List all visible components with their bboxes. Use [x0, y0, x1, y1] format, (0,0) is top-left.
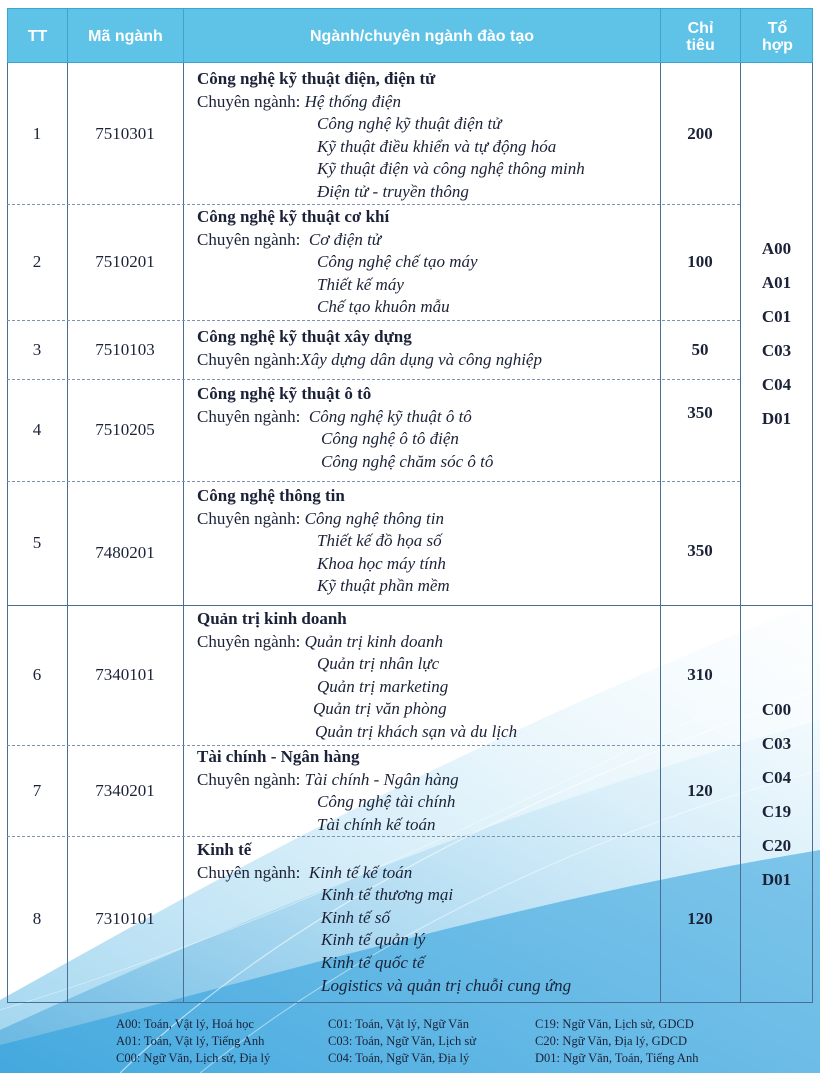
major-title: Công nghệ kỹ thuật điện, điện tử: [197, 69, 436, 88]
row-8-code: 7310101: [95, 909, 155, 928]
header-quota-line1: Chỉ: [687, 19, 714, 37]
legend-column-3: [535, 1016, 698, 1067]
row-4-quota: 350: [687, 403, 713, 422]
row-3-major: [197, 326, 542, 371]
combo-code: C19: [761, 802, 792, 821]
table-header: [7, 8, 813, 63]
spec-item: Kỹ thuật phần mềm: [317, 576, 450, 596]
spec-item: Công nghệ tài chính: [317, 792, 456, 812]
spec-label: Chuyên ngành:: [197, 631, 301, 651]
legend-column-1: [116, 1016, 270, 1067]
combo-group-1: [740, 63, 813, 605]
spec-item: Quản trị văn phòng: [313, 699, 447, 719]
header-major: Ngành/chuyên ngành đào tạo: [184, 9, 661, 64]
row-5-major: [197, 485, 450, 598]
legend-item: C19: Ngữ Văn, Lịch sử, GDCD: [535, 1017, 694, 1031]
row-8-quota: 120: [687, 909, 713, 928]
spec-label: Chuyên ngành:: [197, 769, 301, 789]
major-title: Công nghệ thông tin: [197, 486, 345, 505]
header-combo: [741, 9, 814, 64]
spec-item: Công nghệ ô tô điện: [321, 429, 459, 449]
spec-item: Hệ thống điện: [304, 91, 401, 111]
spec-item: Quản trị nhân lực: [317, 654, 440, 674]
spec-item: Logistics và quản trị chuỗi cung ứng: [321, 975, 572, 995]
legend-item: C00: Ngữ Văn, Lịch sử, Địa lý: [116, 1051, 271, 1065]
row-1-quota: 200: [687, 123, 713, 143]
combo-code: A01: [761, 273, 792, 292]
spec-item: Công nghệ chăm sóc ô tô: [321, 451, 494, 471]
combo-code: C01: [761, 307, 792, 326]
spec-item: Công nghệ thông tin: [304, 508, 444, 528]
spec-item: Xây dựng dân dụng và công nghiệp: [300, 349, 542, 369]
spec-item: Tài chính kế toán: [317, 814, 436, 834]
combo-code: C04: [761, 375, 792, 394]
legend-item: A00: Toán, Vật lý, Hoá học: [116, 1017, 254, 1031]
spec-label: Chuyên ngành:: [197, 91, 301, 111]
header-combo-line1: Tổ: [767, 19, 788, 37]
row-3-tt: 3: [32, 339, 42, 359]
major-title: Công nghệ kỹ thuật xây dựng: [197, 327, 412, 346]
spec-item: Quản trị khách sạn và du lịch: [315, 721, 518, 741]
row-7-code: 7340201: [95, 780, 155, 800]
spec-label: Chuyên ngành:: [197, 406, 301, 426]
row-1-tt: 1: [32, 123, 42, 143]
legend-item: C04: Toán, Ngữ Văn, Địa lý: [328, 1051, 470, 1065]
spec-item: Khoa học máy tính: [317, 553, 446, 573]
spec-item: Kinh tế quốc tế: [321, 952, 425, 972]
spec-item: Công nghệ chế tạo máy: [317, 252, 478, 272]
combo-code: C20: [761, 836, 792, 855]
spec-item: Kinh tế quản lý: [321, 930, 426, 950]
spec-item: Quản trị marketing: [317, 676, 449, 696]
legend-item: C01: Toán, Vật lý, Ngữ Văn: [328, 1017, 469, 1031]
row-3-code: 7510103: [95, 339, 155, 359]
major-title: Kinh tế: [197, 840, 252, 859]
combo-group-2: [740, 605, 813, 985]
row-6-major: [197, 608, 517, 744]
header-combo-line2: hợp: [762, 36, 793, 54]
legend-column-2: [328, 1016, 476, 1067]
legend-item: C20: Ngữ Văn, Địa lý, GDCD: [535, 1034, 688, 1048]
combo-code: D01: [761, 409, 792, 428]
combo-code: C04: [761, 768, 792, 787]
row-7-tt: 7: [32, 780, 42, 800]
combo-code: C00: [761, 700, 792, 719]
row-5-code: 7480201: [95, 543, 155, 562]
spec-item: Kỹ thuật điện và công nghệ thông minh: [317, 159, 585, 179]
spec-label: Chuyên ngành:: [197, 229, 301, 249]
spec-item: Kinh tế thương mại: [321, 885, 454, 905]
major-title: Quản trị kinh doanh: [197, 609, 347, 628]
row-4-code: 7510205: [95, 420, 155, 439]
legend-item: C03: Toán, Ngữ Văn, Lịch sử: [328, 1034, 476, 1048]
row-3-quota: 50: [691, 339, 709, 359]
spec-item: Kinh tế số: [321, 907, 390, 927]
spec-item: Quản trị kinh doanh: [304, 631, 444, 651]
row-8-tt: 8: [32, 909, 42, 928]
row-4-major: [197, 383, 493, 473]
spec-item: Công nghệ kỹ thuật ô tô: [308, 406, 472, 426]
row-2-tt: 2: [32, 252, 42, 271]
spec-label: Chuyên ngành:: [197, 862, 301, 882]
major-title: Công nghệ kỹ thuật ô tô: [197, 384, 372, 403]
row-1-major: [197, 68, 585, 204]
row-2-quota: 100: [687, 252, 713, 271]
row-5-quota: 350: [687, 541, 713, 560]
admission-table: [7, 8, 813, 1003]
spec-item: Điện tử - truyền thông: [317, 181, 469, 201]
spec-item: Cơ điện tử: [308, 229, 382, 249]
row-1-code: 7510301: [95, 123, 155, 143]
spec-label: Chuyên ngành:: [197, 508, 301, 528]
combo-code: C03: [761, 734, 792, 753]
row-8-major: [197, 839, 571, 997]
row-7-major: [197, 746, 459, 836]
header-quota-line2: tiêu: [686, 36, 715, 54]
row-2-major: [197, 206, 478, 319]
spec-item: Thiết kế đồ họa số: [317, 531, 442, 551]
header-code: Mã ngành: [68, 9, 184, 64]
spec-item: Thiết kế máy: [317, 274, 404, 294]
row-6-tt: 6: [32, 665, 42, 684]
major-title: Công nghệ kỹ thuật cơ khí: [197, 207, 390, 226]
combo-code: C03: [761, 341, 792, 360]
spec-item: Công nghệ kỹ thuật điện tử: [317, 114, 502, 134]
combo-code: D01: [761, 870, 792, 889]
spec-item: Chế tạo khuôn mẫu: [317, 297, 450, 317]
major-title: Tài chính - Ngân hàng: [197, 747, 360, 766]
row-6-code: 7340101: [95, 665, 155, 684]
legend-item: A01: Toán, Vật lý, Tiếng Anh: [116, 1034, 265, 1048]
table-bottom-line: [7, 1002, 813, 1003]
combo-code: A00: [761, 239, 792, 258]
row-7-quota: 120: [687, 780, 713, 800]
spec-item: Kỹ thuật điều khiển và tự động hóa: [317, 136, 557, 156]
row-5-tt: 5: [32, 533, 42, 552]
legend-item: D01: Ngữ Văn, Toán, Tiếng Anh: [535, 1051, 699, 1065]
header-tt: TT: [8, 9, 68, 64]
header-quota: [661, 9, 741, 64]
row-6-quota: 310: [687, 665, 713, 684]
spec-item: Tài chính - Ngân hàng: [304, 769, 459, 789]
spec-label: Chuyên ngành:: [197, 349, 301, 369]
row-4-tt: 4: [32, 420, 42, 439]
row-2-code: 7510201: [95, 252, 155, 271]
spec-item: Kinh tế kế toán: [308, 862, 413, 882]
